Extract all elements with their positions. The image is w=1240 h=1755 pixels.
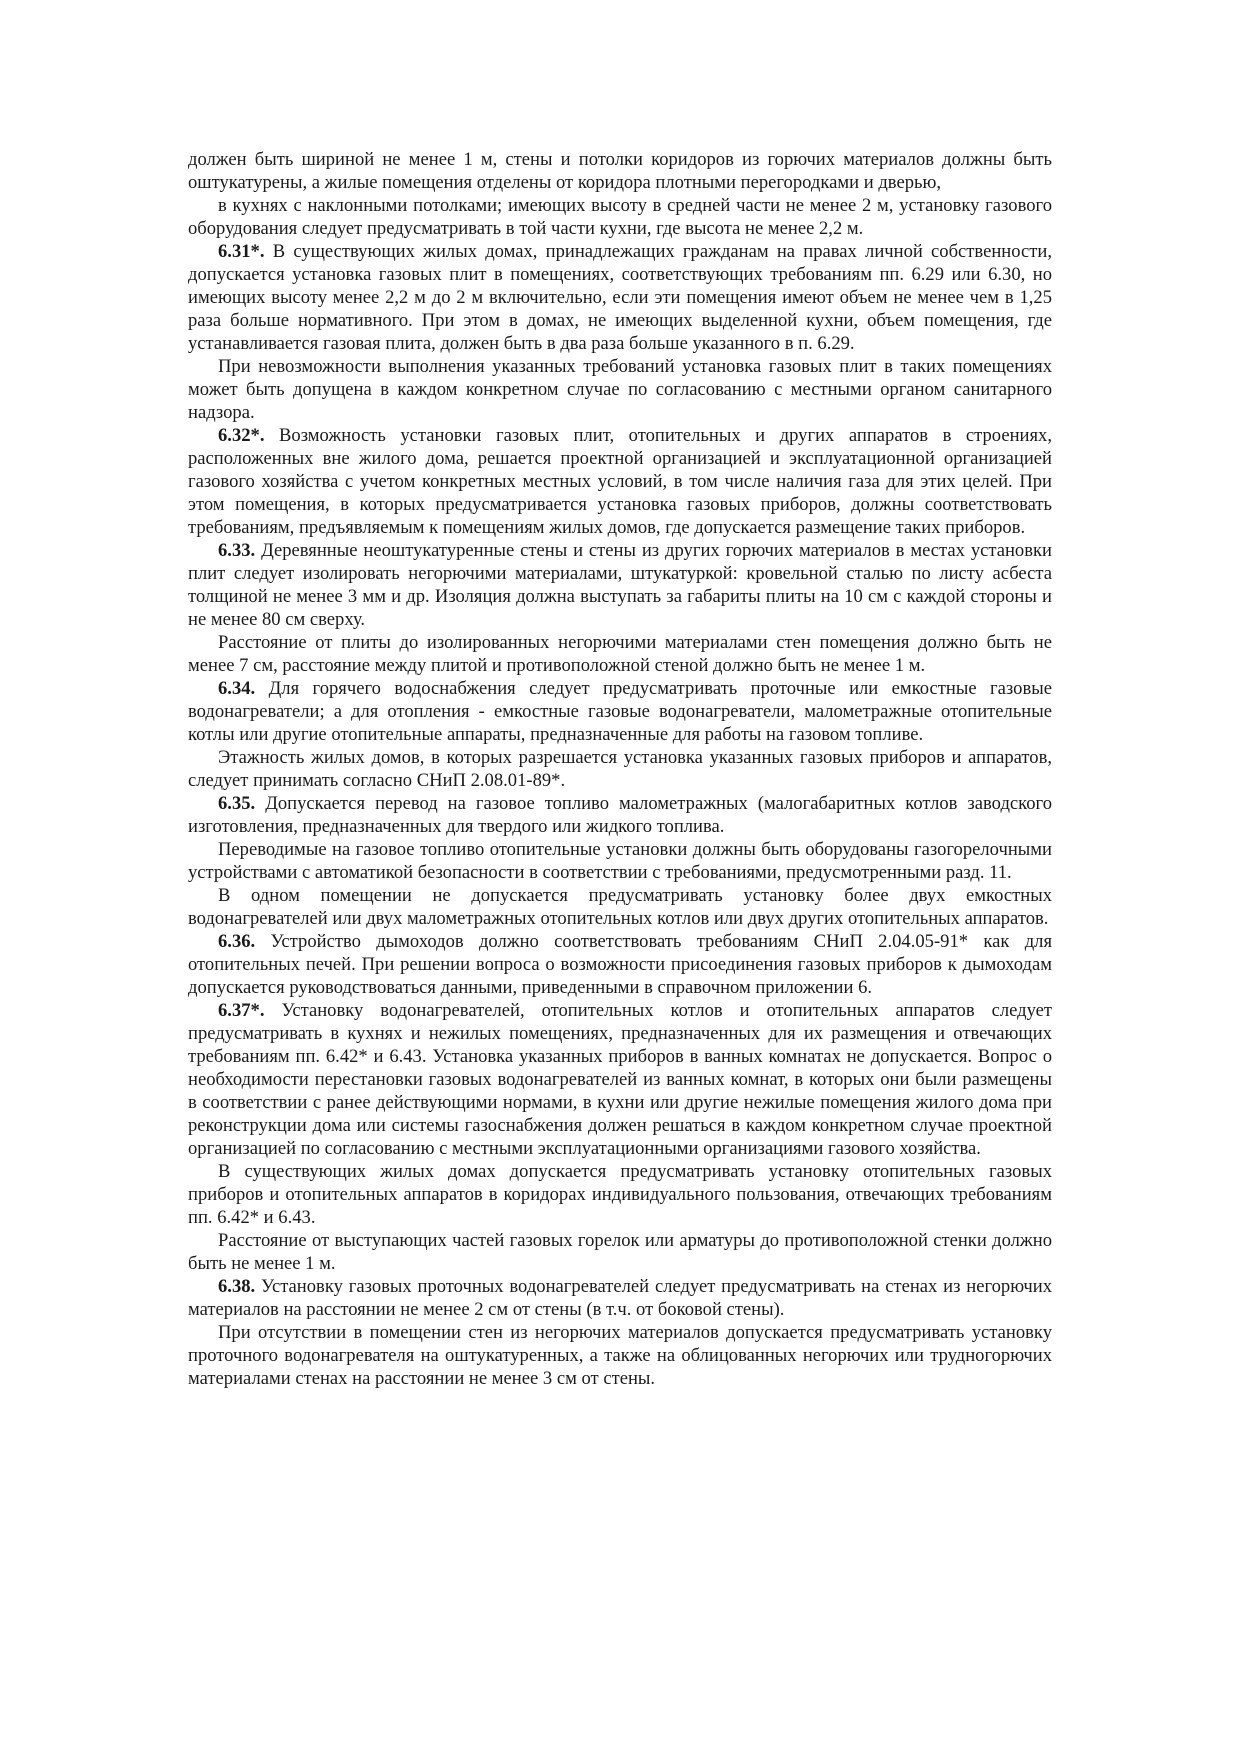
paragraph-text: должен быть шириной не менее 1 м, стены и потолки коридоров из горючих материалов должны быть оштукатурены, а жилые помещения отделены от коридора плотными перегородками и дверью, (188, 149, 1052, 193)
paragraph (188, 838, 1052, 884)
paragraph-text: Установку водонагревателей, отопительных котлов и отопительных аппаратов следует предусматривать в кухнях и нежилых помещениях, предназначенных для их размещения и отвечающих требованиям пп. 6.42* и 6.43. Установка указанных приборов в ванных комнатах не допускается. Вопрос о необходимости перестановки газовых водонагревателей из ванных комнат, в которых они были размещены в соответствии с ранее действующими нормами, в кухни или другие нежилые помещения жилого дома при реконструкции дома или системы газоснабжения должен решаться в каждом конкретном случае проектной организацией по согласованию с местными эксплуатационными организациями газового хозяйства. (188, 1000, 1052, 1159)
paragraph (188, 930, 1052, 999)
paragraph-text: Устройство дымоходов должно соответствовать требованиям СНиП 2.04.05-91* как для отопительных печей. При решении вопроса о возможности присоединения газовых приборов к дымоходам допускается руководствоваться данными, приведенными в справочном приложении 6. (188, 931, 1052, 998)
paragraph-text: В существующих жилых домах, принадлежащих гражданам на правах личной собственности, допускается установка газовых плит в помещениях, соответствующих требованиям пп. 6.29 или 6.30, но имеющих высоту менее 2,2 м до 2 м включительно, если эти помещения имеют объем не менее чем в 1,25 раза больше нормативного. При этом в домах, не имеющих выделенной кухни, объем помещения, где устанавливается газовая плита, должен быть в два раза больше указанного в п. 6.29. (188, 241, 1052, 354)
paragraph (188, 240, 1052, 355)
paragraph (188, 539, 1052, 631)
clause-number: 6.38. (218, 1276, 256, 1297)
paragraph-text: Переводимые на газовое топливо отопительные установки должны быть оборудованы газогорелочными устройствами с автоматикой безопасности в соответствии с требованиями, предусмотренными разд. 11. (188, 839, 1052, 883)
clause-number: 6.36. (218, 931, 256, 952)
paragraph (188, 884, 1052, 930)
paragraph-text: Деревянные неоштукатуренные стены и стены из других горючих материалов в местах установки плит следует изолировать негорючими материалами, штукатуркой: кровельной сталью по листу асбеста толщиной не менее 3 мм и др. Изоляция должна выступать за габариты плиты на 10 см с каждой стороны и не менее 80 см сверху. (188, 540, 1052, 630)
paragraph (188, 424, 1052, 539)
paragraph (188, 1321, 1052, 1390)
paragraph (188, 792, 1052, 838)
paragraph-text: Допускается перевод на газовое топливо малометражных (малогабаритных котлов заводского изготовления, предназначенных для твердого или жидкого топлива. (188, 793, 1052, 837)
paragraph-text: Этажность жилых домов, в которых разрешается установка указанных газовых приборов и аппаратов, следует принимать согласно СНиП 2.08.01-89*. (188, 747, 1052, 791)
clause-number: 6.34. (218, 678, 256, 699)
paragraph (188, 194, 1052, 240)
paragraph (188, 148, 1052, 194)
paragraph-text: Установку газовых проточных водонагревателей следует предусматривать на стенах из негорючих материалов на расстоянии не менее 2 см от стены (в т.ч. от боковой стены). (188, 1276, 1052, 1320)
paragraph-text: в кухнях с наклонными потолками; имеющих высоту в средней части не менее 2 м, установку газового оборудования следует предусматривать в той части кухни, где высота не менее 2,2 м. (188, 195, 1052, 239)
clause-number: 6.32*. (218, 425, 265, 446)
paragraph (188, 1160, 1052, 1229)
paragraph (188, 677, 1052, 746)
clause-number: 6.35. (218, 793, 256, 814)
paragraph (188, 746, 1052, 792)
clause-number: 6.37*. (218, 1000, 265, 1021)
paragraph (188, 1275, 1052, 1321)
clause-number: 6.31*. (218, 241, 265, 262)
paragraph-text: Расстояние от выступающих частей газовых горелок или арматуры до противоположной стенки должно быть не менее 1 м. (188, 1230, 1052, 1274)
paragraph-text: Возможность установки газовых плит, отопительных и других аппаратов в строениях, расположенных вне жилого дома, решается проектной организацией и эксплуатационной организацией газового хозяйства с учетом конкретных местных условий, в том числе наличия газа для этих целей. При этом помещения, в которых предусматривается установка газовых приборов, должны соответствовать требованиям, предъявляемым к помещениям жилых домов, где допускается размещение таких приборов. (188, 425, 1052, 538)
document-page (188, 148, 1052, 1390)
paragraph-text: В существующих жилых домах допускается предусматривать установку отопительных газовых приборов и отопительных аппаратов в коридорах индивидуального пользования, отвечающих требованиям пп. 6.42* и 6.43. (188, 1161, 1052, 1228)
paragraph-text: Расстояние от плиты до изолированных негорючими материалами стен помещения должно быть не менее 7 см, расстояние между плитой и противоположной стеной должно быть не менее 1 м. (188, 632, 1052, 676)
clause-number: 6.33. (218, 540, 256, 561)
paragraph-text: При отсутствии в помещении стен из негорючих материалов допускается предусматривать установку проточного водонагревателя на оштукатуренных, а также на облицованных негорючих или трудногорючих материалами стенах на расстоянии не менее 3 см от стены. (188, 1322, 1052, 1389)
paragraph (188, 999, 1052, 1160)
paragraph (188, 355, 1052, 424)
paragraph (188, 1229, 1052, 1275)
paragraph-text: Для горячего водоснабжения следует предусматривать проточные или емкостные газовые водонагреватели; а для отопления - емкостные газовые водонагреватели, малометражные отопительные котлы или другие отопительные аппараты, предназначенные для работы на газовом топливе. (188, 678, 1052, 745)
paragraph-text: При невозможности выполнения указанных требований установка газовых плит в таких помещениях может быть допущена в каждом конкретном случае по согласованию с местными органом санитарного надзора. (188, 356, 1052, 423)
paragraph-text: В одном помещении не допускается предусматривать установку более двух емкостных водонагревателей или двух малометражных отопительных котлов или двух других отопительных аппаратов. (188, 885, 1052, 929)
paragraph (188, 631, 1052, 677)
